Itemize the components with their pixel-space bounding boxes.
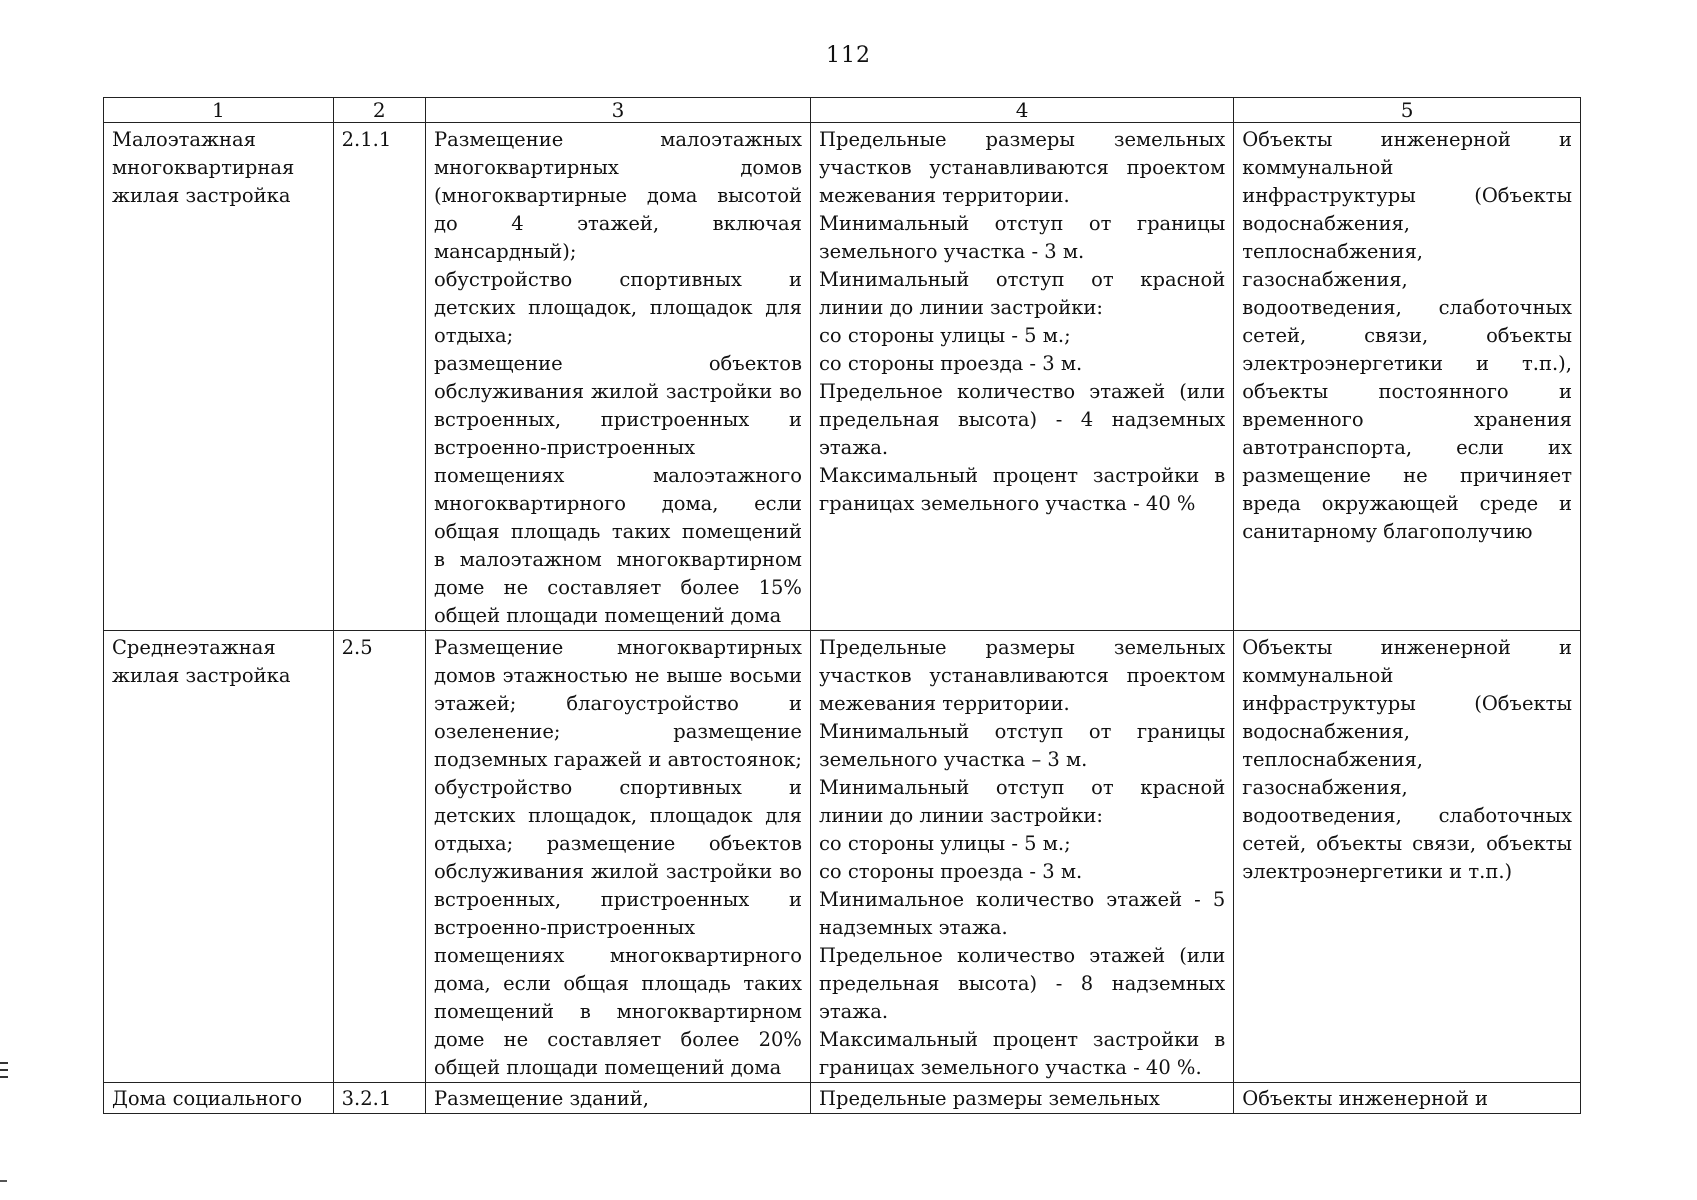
auxiliary-uses: Объекты инженерной и <box>1234 1083 1581 1114</box>
binding-mark <box>0 1062 8 1083</box>
table-row <box>104 1083 1581 1114</box>
use-type-code: 2.5 <box>333 631 425 1083</box>
column-number-5: 5 <box>1234 98 1581 123</box>
use-type-name: Среднеэтажная жилая застройка <box>104 631 334 1083</box>
use-description: Размещение малоэтажных многоквартирных домов (многоквартирные дома высотой до 4 этажей, включая мансардный); обустройство спортивных и детских площадок, площадок для отдыха; размещение объектов обслуживания жилой застройки во встроенных, пристроенных и встроенно-пристроенных помещениях малоэтажного многоквартирного дома, если общая площадь таких помещений в малоэтажном многоквартирном доме не составляет более 15% общей площади помещений дома <box>425 123 810 631</box>
building-parameters: Предельные размеры земельных участков устанавливаются проектом межевания территории. Минимальный отступ от границы земельного участка – 3 м. Минимальный отступ от красной линии до линии застройки: со стороны улицы - 5 м.; со стороны проезда - 3 м. Минимальное количество этажей - 5 надземных этажа. Предельное количество этажей (или предельная высота) - 8 надземных этажа. Максимальный процент застройки в границах земельного участка - 40 %. <box>810 631 1233 1083</box>
margin-dash <box>0 1180 7 1182</box>
zoning-table <box>103 97 1581 1114</box>
use-type-code: 2.1.1 <box>333 123 425 631</box>
use-type-name: Малоэтажная многоквартирная жилая застройка <box>104 123 334 631</box>
table-row <box>104 631 1581 1083</box>
column-number-1: 1 <box>104 98 334 123</box>
page-number: 112 <box>826 43 871 68</box>
table-header-row <box>104 98 1581 123</box>
auxiliary-uses: Объекты инженерной и коммунальной инфраструктуры (Объекты водоснабжения, теплоснабжения, газоснабжения, водоотведения, слаботочных сетей, связи, объекты электроэнергетики и т.п.), объекты постоянного и временного хранения автотранспорта, если их размещение не причиняет вреда окружающей среде и санитарному благополучию <box>1234 123 1581 631</box>
table-row <box>104 123 1581 631</box>
building-parameters: Предельные размеры земельных <box>810 1083 1233 1114</box>
use-type-name: Дома социального <box>104 1083 334 1114</box>
use-description: Размещение зданий, <box>425 1083 810 1114</box>
building-parameters: Предельные размеры земельных участков устанавливаются проектом межевания территории. Минимальный отступ от границы земельного участка - 3 м. Минимальный отступ от красной линии до линии застройки: со стороны улицы - 5 м.; со стороны проезда - 3 м. Предельное количество этажей (или предельная высота) - 4 надземных этажа. Максимальный процент застройки в границах земельного участка - 40 % <box>810 123 1233 631</box>
use-type-code: 3.2.1 <box>333 1083 425 1114</box>
column-number-2: 2 <box>333 98 425 123</box>
column-number-3: 3 <box>425 98 810 123</box>
column-number-4: 4 <box>810 98 1233 123</box>
use-description: Размещение многоквартирных домов этажностью не выше восьми этажей; благоустройство и озеленение; размещение подземных гаражей и автостоянок; обустройство спортивных и детских площадок, площадок для отдыха; размещение объектов обслуживания жилой застройки во встроенных, пристроенных и встроенно-пристроенных помещениях многоквартирного дома, если общая площадь таких помещений в многоквартирном доме не составляет более 20% общей площади помещений дома <box>425 631 810 1083</box>
auxiliary-uses: Объекты инженерной и коммунальной инфраструктуры (Объекты водоснабжения, теплоснабжения, газоснабжения, водоотведения, слаботочных сетей, объекты связи, объекты электроэнергетики и т.п.) <box>1234 631 1581 1083</box>
